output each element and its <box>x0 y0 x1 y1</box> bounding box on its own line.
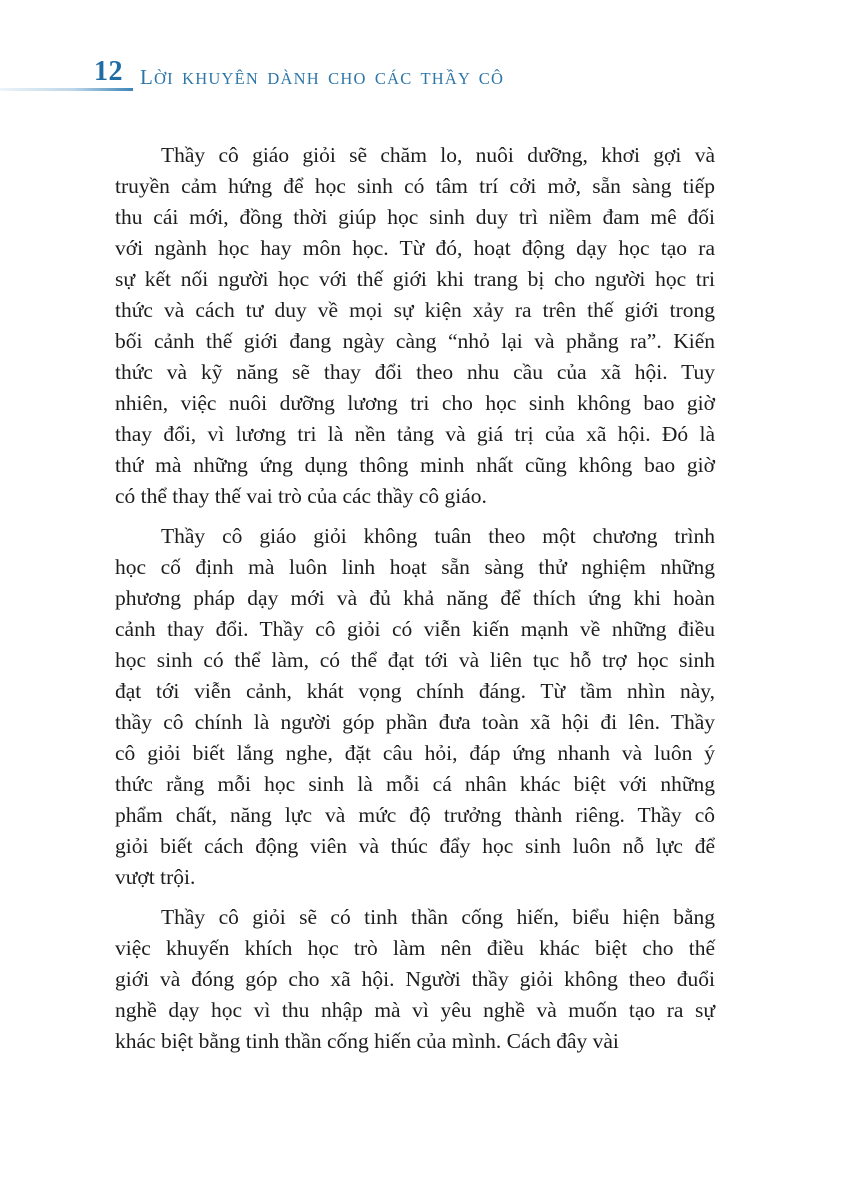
paragraph <box>115 902 715 1057</box>
text-line: phương pháp dạy mới và đủ khả năng để thích ứng khi hoàn <box>115 586 715 610</box>
text-line: học cố định mà luôn linh hoạt sẵn sàng thử nghiệm những <box>115 555 715 579</box>
text-line: đạt tới viễn cảnh, khát vọng chính đáng. Từ tầm nhìn này, <box>115 679 715 703</box>
text-line: nhiên, việc nuôi dưỡng lương tri cho học sinh không bao giờ <box>115 391 715 415</box>
text-line: giỏi biết cách động viên và thúc đẩy học sinh luôn nỗ lực để <box>115 834 715 858</box>
text-line: thay đổi, vì lương tri là nền tảng và giá trị của xã hội. Đó là <box>115 422 715 446</box>
text-line: nghề dạy học vì thu nhập mà vì yêu nghề và muốn tạo ra sự <box>115 998 715 1022</box>
text-line: thức và cách tư duy về mọi sự kiện xảy ra trên thế giới trong <box>115 298 715 322</box>
text-line: có thể thay thế vai trò của các thầy cô giáo. <box>115 484 487 508</box>
page-body <box>115 140 715 1066</box>
text-line: thầy cô chính là người góp phần đưa toàn xã hội đi lên. Thầy <box>115 710 715 734</box>
text-line: thức rằng mỗi học sinh là mỗi cá nhân khác biệt với những <box>115 772 715 796</box>
text-line: thu cái mới, đồng thời giúp học sinh duy trì niềm đam mê đối <box>115 205 715 229</box>
paragraph <box>115 521 715 893</box>
text-line: Thầy cô giáo giỏi không tuân theo một chương trình <box>161 524 715 548</box>
text-line: việc khuyến khích học trò làm nên điều khác biệt cho thế <box>115 936 715 960</box>
text-line: Thầy cô giỏi sẽ có tinh thần cống hiến, biểu hiện bằng <box>161 905 715 929</box>
header-rule <box>0 88 133 91</box>
text-line: khác biệt bằng tinh thần cống hiến của mình. Cách đây vài <box>115 1029 619 1053</box>
text-line: giới và đóng góp cho xã hội. Người thầy giỏi không theo đuổi <box>115 967 715 991</box>
page-header <box>0 56 857 98</box>
text-line: cảnh thay đổi. Thầy cô giỏi có viễn kiến mạnh về những điều <box>115 617 715 641</box>
page-number: 12 <box>94 56 123 87</box>
text-line: vượt trội. <box>115 865 196 889</box>
running-title: LỜI KHUYÊN DÀNH CHO CÁC THẦY CÔ <box>140 65 505 89</box>
text-line: bối cảnh thế giới đang ngày càng “nhỏ lại và phẳng ra”. Kiến <box>115 329 715 353</box>
text-line: cô giỏi biết lắng nghe, đặt câu hỏi, đáp ứng nhanh và luôn ý <box>115 741 715 765</box>
paragraph <box>115 140 715 512</box>
text-line: phẩm chất, năng lực và mức độ trưởng thành riêng. Thầy cô <box>115 803 715 827</box>
text-line: Thầy cô giáo giỏi sẽ chăm lo, nuôi dưỡng, khơi gợi và <box>161 143 715 167</box>
text-line: thức và kỹ năng sẽ thay đổi theo nhu cầu của xã hội. Tuy <box>115 360 715 384</box>
text-line: sự kết nối người học với thế giới khi trang bị cho người học tri <box>115 267 715 291</box>
text-line: truyền cảm hứng để học sinh có tâm trí cởi mở, sẵn sàng tiếp <box>115 174 715 198</box>
text-line: học sinh có thể làm, có thể đạt tới và liên tục hỗ trợ học sinh <box>115 648 715 672</box>
text-line: thứ mà những ứng dụng thông minh nhất cũng không bao giờ <box>115 453 715 477</box>
text-line: với ngành học hay môn học. Từ đó, hoạt động dạy học tạo ra <box>115 236 715 260</box>
